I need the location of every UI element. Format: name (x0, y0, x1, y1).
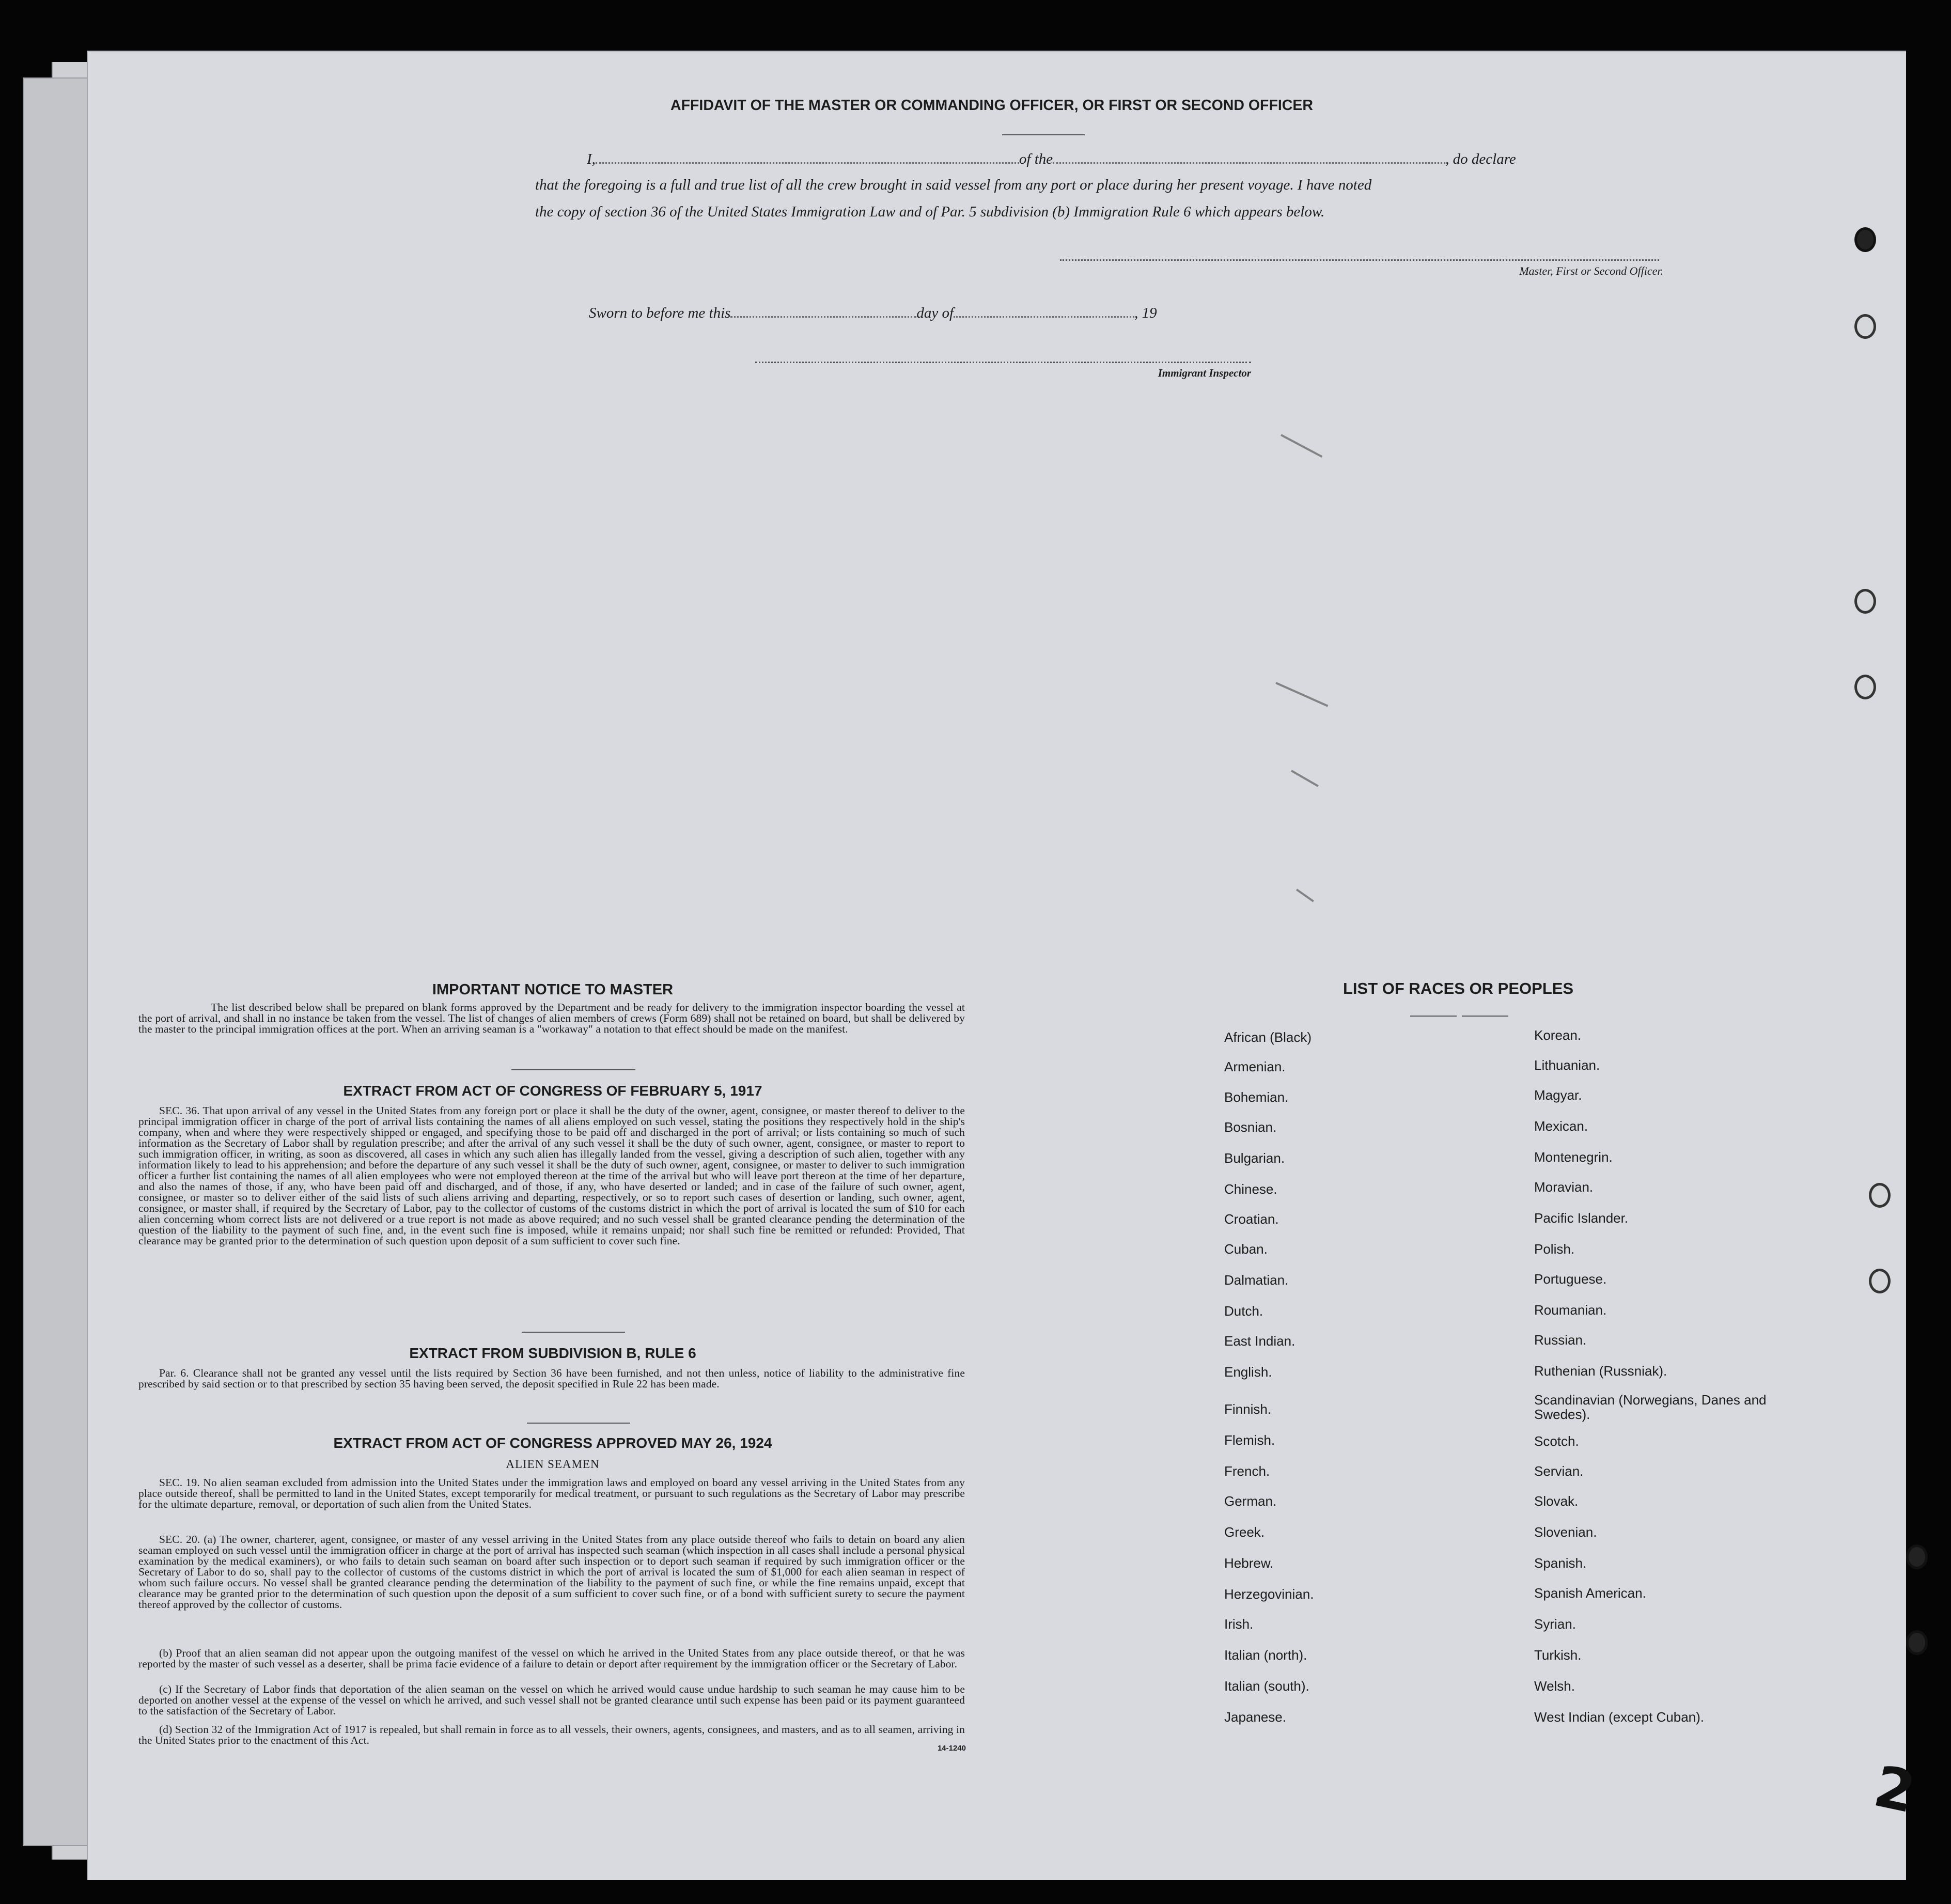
form-number: 14-1240 (937, 1744, 966, 1753)
punch-hole-icon (1854, 227, 1876, 252)
section-divider (527, 1423, 630, 1424)
races-title: LIST OF RACES OR PEOPLES (1343, 979, 1574, 997)
race-right-item: Montenegrin. (1534, 1149, 1613, 1165)
affidavit-of-the-label: of the (1019, 151, 1053, 167)
race-left-item: Herzegovinian. (1224, 1586, 1314, 1602)
extract-1924-sec20a: SEC. 20. (a) The owner, charterer, agent, consignee, or master of any vessel arriving in the United States from any place outside thereof who fails to detain on board any alien seaman employed on such vessel until the immigration officer in charge at the port of arrival has inspected such seaman (which inspection in all cases shall include a personal physical examination by the medical examiners), or who fails to detain such seaman on board after such inspection or to deport such seaman if required by such immigration officer or the Secretary of Labor to do so, shall pay to the collector of customs of the customs district in which the port of arrival is located the sum of $1,000 for each alien seaman in respect of whom such failure occurs. No vessel shall be granted clearance pending the determination of the liability to the payment of such fine, or while the fine remains unpaid, except that clearance may be granted prior to the determination of such question upon the deposit of a sum sufficient to cover such fine, or of a bond with sufficient surety to secure the payment thereof approved by the collector of customs. (138, 1533, 965, 1611)
race-right-item: Roumanian. (1534, 1302, 1607, 1318)
inspector-signature-line[interactable] (755, 362, 1251, 363)
race-right-item: Polish. (1534, 1241, 1575, 1257)
race-right-item: Welsh. (1534, 1678, 1575, 1694)
race-left-item: German. (1224, 1493, 1277, 1509)
affidavit-title: AFFIDAVIT OF THE MASTER OR COMMANDING OFFICER, OR FIRST OR SECOND OFFICER (670, 97, 1313, 114)
race-right-item: Servian. (1534, 1463, 1584, 1479)
inspector-label: Immigrant Inspector (1158, 367, 1251, 379)
race-left-item: Chinese. (1224, 1181, 1277, 1197)
race-left-item: Greek. (1224, 1524, 1265, 1540)
race-left-item: Flemish. (1224, 1432, 1275, 1448)
race-left-item: English. (1224, 1364, 1272, 1380)
punch-hole-icon (1869, 1269, 1891, 1293)
vessel-name-field[interactable] (1053, 150, 1445, 164)
master-signature-label: Master, First or Second Officer. (1519, 264, 1663, 277)
race-left-item: Hebrew. (1224, 1555, 1274, 1571)
race-right-item: Spanish. (1534, 1555, 1587, 1571)
races-underline (1410, 1016, 1457, 1017)
extract-1924-title: EXTRACT FROM ACT OF CONGRESS APPROVED MAY 26, 1924 (333, 1435, 772, 1451)
race-left-item: Irish. (1224, 1616, 1254, 1632)
race-left-item: East Indian. (1224, 1333, 1296, 1349)
race-right-item: Russian. (1534, 1332, 1587, 1348)
race-right-item: Slovenian. (1534, 1524, 1597, 1540)
master-name-field[interactable] (596, 150, 1019, 164)
pencil-mark (1281, 434, 1322, 458)
sworn-prefix-label: Sworn to before me this (589, 305, 731, 321)
punch-hole-icon (1854, 675, 1876, 699)
handwritten-page-number: 2 (1868, 1753, 1922, 1826)
extract-1924-sec20b: (b) Proof that an alien seaman did not appear upon the outgoing manifest of the vessel on which he arrived in the United States from any place outside thereof, or that he was reported by the master of such vessel as a deserter, shall be prima facie evidence of a failure to detain or deport after requirement by the immigration officer or the Secretary of Labor. (138, 1647, 965, 1670)
race-right-item: Pacific Islander. (1534, 1210, 1629, 1226)
race-right-item: Spanish American. (1534, 1585, 1646, 1601)
section-divider (511, 1069, 635, 1070)
affidavit-statement-line-2: that the foregoing is a full and true list of all the crew brought in said vessel from any port or place during her present voyage. I have noted (535, 177, 1372, 193)
race-left-item: Finnish. (1224, 1401, 1272, 1417)
race-left-item: Armenian. (1224, 1059, 1286, 1074)
race-left-item: Japanese. (1224, 1709, 1286, 1725)
title-underline (1002, 134, 1085, 135)
punch-hole-icon (1854, 589, 1876, 614)
punch-hole-icon (1854, 314, 1876, 339)
race-right-item: Portuguese. (1534, 1271, 1607, 1287)
race-left-item: French. (1224, 1463, 1270, 1479)
races-underline (1462, 1016, 1508, 1017)
punch-hole-icon (1906, 1630, 1928, 1655)
race-left-item: African (Black) (1224, 1029, 1312, 1045)
extract-1924-subtitle: ALIEN SEAMEN (506, 1458, 600, 1471)
notice-title: IMPORTANT NOTICE TO MASTER (432, 981, 674, 998)
pencil-mark (1275, 682, 1328, 707)
punch-hole-icon (1869, 1183, 1891, 1208)
race-left-item: Cuban. (1224, 1241, 1268, 1257)
section-divider (522, 1332, 625, 1333)
sworn-date-field[interactable] (730, 304, 916, 318)
sworn-year-label: , 19 (1134, 305, 1157, 321)
race-right-item: Ruthenian (Russniak). (1534, 1363, 1667, 1379)
sworn-month-field[interactable] (954, 304, 1134, 318)
race-right-item: Syrian. (1534, 1616, 1576, 1632)
affidavit-i-label: I, (587, 151, 596, 167)
race-left-item: Italian (south). (1224, 1678, 1309, 1694)
race-left-item: Croatian. (1224, 1211, 1279, 1227)
extract-1924-sec19: SEC. 19. No alien seaman excluded from admission into the United States under the immigration laws and employed on board any vessel arriving in the United States from any place outside thereof, shall be permitted to land in the United States, except temporarily for medical treatment, or pursuant to such regulations as the Secretary of Labor may prescribe for the ultimate departure, removal, or deportation of such alien from the United States. (138, 1476, 965, 1510)
extract-1924-sec20d: (d) Section 32 of the Immigration Act of 1917 is repealed, but shall remain in force as to all vessels, their owners, agents, consignees, and masters, and as to all seamen, arriving in the United States prior to the enactment of this Act. (138, 1723, 965, 1746)
race-right-item: West Indian (except Cuban). (1534, 1709, 1705, 1725)
notice-text: The list described below shall be prepared on blank forms approved by the Department and be ready for delivery to the immigration inspector boarding the vessel at the port of arrival, and shall in no instance be taken from the vessel. The list of changes of alien members of crews (Form 689) shall not be retained on board, but shall be delivered by the master to the principal immigration offices at the port. When an arriving seaman is a "workaway" a notation to that effect should be made on the manifest. (138, 1001, 965, 1035)
race-right-item: Magyar. (1534, 1087, 1582, 1103)
race-left-item: Bohemian. (1224, 1089, 1289, 1105)
sworn-day-of-label: day of (916, 305, 954, 321)
race-right-item: Lithuanian. (1534, 1057, 1600, 1073)
extract-1917-text: SEC. 36. That upon arrival of any vessel in the United States from any foreign port or place it shall be the duty of the owner, agent, consignee, or master thereof to deliver to the principal immigration officer in charge of the port of arrival lists containing the names of all aliens employed on such vessel, stating the positions they respectively hold in the ship's company, when and where they were respectively shipped or engaged, and specifying those to be paid off and discharged in the port of arrival; or lists containing so much of such information as the Secretary of Labor shall by regulation prescribe; and after the arrival of any such vessel it shall be the duty of such owner, agent, consignee, or master to report to such immigration officer, in writing, as soon as discovered, all cases in which any such alien has illegally landed from the vessel, giving a description of such alien, together with any information likely to lead to his apprehension; and before the departure of any such vessel it shall be the duty of such owner, agent, consignee, or master to deliver to such immigration officer a further list containing the names of all alien employees who were not employed thereon at the time of the arrival but who will leave port thereon at the time of her departure, and also the names of those, if any, who have been paid off and discharged, and of those, if any, who have deserted or landed; and in case of the failure of such owner, agent, consignee, or master so to deliver either of the said lists of such aliens arriving and departing, respectively, or so to report such cases of desertion or landing, such owner, agent, consignee, or master shall, if required by the Secretary of Labor, pay to the collector of customs of the customs district in which the port of arrival is located the sum of $10 for each alien concerning whom correct lists are not delivered or a true report is not made as above required; and no such vessel shall be granted clearance pending the determination of the question of the liability to the payment of such fine, and, in the event such fine is imposed, while it remains unpaid; nor shall such fine be remitted or refunded: Provided, That clearance may be granted prior to the determination of such question upon deposit of a sum sufficient to cover such fine. (138, 1104, 965, 1247)
race-right-item: Scandinavian (Norwegians, Danes and Swedes). (1534, 1392, 1767, 1422)
pencil-mark (1296, 888, 1314, 902)
affidavit-declare-label: , do declare (1445, 151, 1516, 167)
affidavit-declaration-line (587, 150, 1661, 168)
race-left-item: Bulgarian. (1224, 1150, 1285, 1166)
race-left-item: Dutch. (1224, 1303, 1263, 1319)
affidavit-statement-line-3: the copy of section 36 of the United States Immigration Law and of Par. 5 subdivision (b) Immigration Rule 6 which appears below. (535, 204, 1325, 220)
punch-hole-icon (1906, 1544, 1928, 1569)
race-right-item: Korean. (1534, 1027, 1582, 1043)
race-left-item: Italian (north). (1224, 1647, 1307, 1663)
rule6-text: Par. 6. Clearance shall not be granted any vessel until the lists required by Section 36 have been furnished, and not then unless, notice of liability to the administrative fine prescribed by said section or to that prescribed by section 35 having been served, the deposit specified in Rule 22 has been made. (138, 1367, 965, 1390)
race-right-item: Slovak. (1534, 1493, 1579, 1509)
master-signature-line[interactable] (1060, 259, 1659, 261)
pencil-mark (1291, 770, 1319, 787)
race-right-item: Mexican. (1534, 1118, 1588, 1134)
race-right-item: Turkish. (1534, 1647, 1582, 1663)
race-left-item: Bosnian. (1224, 1119, 1277, 1135)
manifest-page (87, 51, 1922, 1880)
race-right-item: Scotch. (1534, 1433, 1579, 1449)
race-right-item: Moravian. (1534, 1179, 1594, 1195)
rule6-title: EXTRACT FROM SUBDIVISION B, RULE 6 (409, 1345, 696, 1361)
extract-1917-title: EXTRACT FROM ACT OF CONGRESS OF FEBRUARY 5, 1917 (343, 1083, 762, 1099)
race-left-item: Dalmatian. (1224, 1272, 1289, 1288)
sworn-line (589, 304, 1312, 322)
extract-1924-sec20c: (c) If the Secretary of Labor finds that deportation of the alien seaman on the vessel on which he arrived would cause undue hardship to such seaman he may cause him to be deported on another vessel at the expense of the vessel on which he arrived, and such vessel shall not be granted clearance until such expense has been paid or its payment guaranteed to the satisfaction of the Secretary of Labor. (138, 1683, 965, 1717)
